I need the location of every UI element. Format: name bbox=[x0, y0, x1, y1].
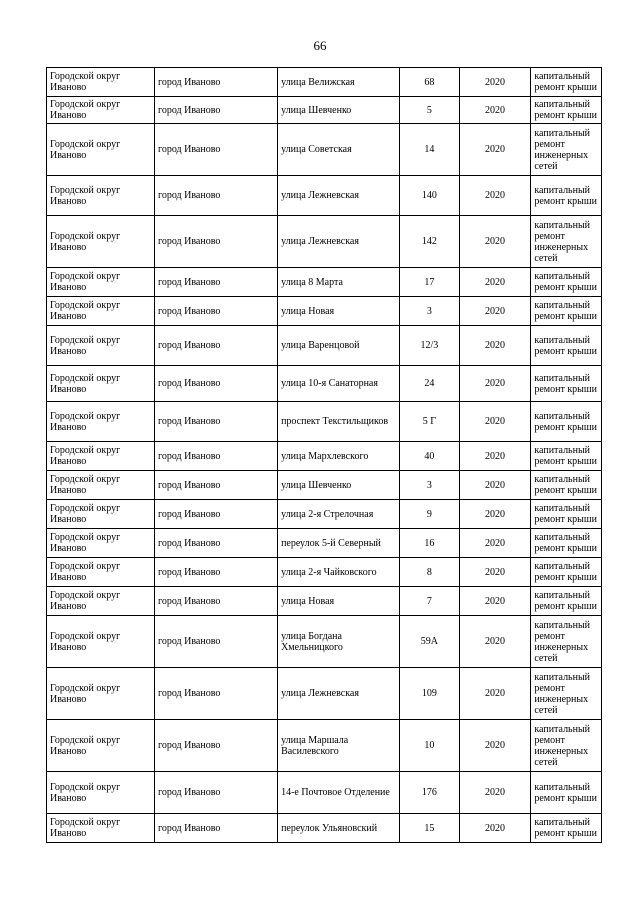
year-cell: 2020 bbox=[459, 442, 531, 471]
street-cell: улица 10-я Санаторная bbox=[278, 366, 400, 402]
table-row bbox=[47, 124, 602, 176]
work-type-cell: капитальный ремонт крыши bbox=[531, 529, 602, 558]
city-cell: город Иваново bbox=[154, 668, 277, 720]
year-cell: 2020 bbox=[459, 558, 531, 587]
work-type-cell: капитальный ремонт крыши bbox=[531, 558, 602, 587]
city-cell: город Иваново bbox=[154, 176, 277, 216]
work-type-cell: капитальный ремонт крыши bbox=[531, 326, 602, 366]
city-cell: город Иваново bbox=[154, 297, 277, 326]
work-type-cell: капитальный ремонт крыши bbox=[531, 97, 602, 124]
city-cell: город Иваново bbox=[154, 471, 277, 500]
year-cell: 2020 bbox=[459, 471, 531, 500]
house-number-cell: 10 bbox=[400, 720, 460, 772]
work-type-cell: капитальный ремонт крыши bbox=[531, 366, 602, 402]
street-cell: улица Лежневская bbox=[278, 216, 400, 268]
street-cell: улица Велижская bbox=[278, 68, 400, 97]
work-type-cell: капитальный ремонт крыши bbox=[531, 442, 602, 471]
repair-registry-table bbox=[46, 67, 602, 843]
okrug-cell: Городской округ Иваново bbox=[47, 500, 155, 529]
okrug-cell: Городской округ Иваново bbox=[47, 772, 155, 814]
city-cell: город Иваново bbox=[154, 720, 277, 772]
house-number-cell: 176 bbox=[400, 772, 460, 814]
city-cell: город Иваново bbox=[154, 366, 277, 402]
city-cell: город Иваново bbox=[154, 68, 277, 97]
work-type-cell: капитальный ремонт крыши bbox=[531, 402, 602, 442]
work-type-cell: капитальный ремонт крыши bbox=[531, 587, 602, 616]
city-cell: город Иваново bbox=[154, 216, 277, 268]
street-cell: улица Варенцовой bbox=[278, 326, 400, 366]
street-cell: улица Новая bbox=[278, 297, 400, 326]
okrug-cell: Городской округ Иваново bbox=[47, 558, 155, 587]
city-cell: город Иваново bbox=[154, 587, 277, 616]
okrug-cell: Городской округ Иваново bbox=[47, 668, 155, 720]
table-row bbox=[47, 471, 602, 500]
street-cell: улица 2-я Стрелочная bbox=[278, 500, 400, 529]
street-cell: улица Лежневская bbox=[278, 668, 400, 720]
table-row bbox=[47, 720, 602, 772]
work-type-cell: капитальный ремонт крыши bbox=[531, 772, 602, 814]
city-cell: город Иваново bbox=[154, 124, 277, 176]
table-row bbox=[47, 668, 602, 720]
table-row bbox=[47, 366, 602, 402]
table-row bbox=[47, 268, 602, 297]
okrug-cell: Городской округ Иваново bbox=[47, 442, 155, 471]
house-number-cell: 140 bbox=[400, 176, 460, 216]
city-cell: город Иваново bbox=[154, 326, 277, 366]
street-cell: улица Лежневская bbox=[278, 176, 400, 216]
table-row bbox=[47, 68, 602, 97]
work-type-cell: капитальный ремонт крыши bbox=[531, 268, 602, 297]
house-number-cell: 68 bbox=[400, 68, 460, 97]
table-row bbox=[47, 558, 602, 587]
street-cell: улица Мархлевского bbox=[278, 442, 400, 471]
table-row bbox=[47, 216, 602, 268]
city-cell: город Иваново bbox=[154, 772, 277, 814]
work-type-cell: капитальный ремонт крыши bbox=[531, 176, 602, 216]
work-type-cell: капитальный ремонт крыши bbox=[531, 814, 602, 843]
house-number-cell: 59А bbox=[400, 616, 460, 668]
city-cell: город Иваново bbox=[154, 268, 277, 297]
work-type-cell: капитальный ремонт инженерных сетей bbox=[531, 216, 602, 268]
street-cell: переулок Ульяновский bbox=[278, 814, 400, 843]
street-cell: улица 8 Марта bbox=[278, 268, 400, 297]
year-cell: 2020 bbox=[459, 97, 531, 124]
house-number-cell: 7 bbox=[400, 587, 460, 616]
year-cell: 2020 bbox=[459, 297, 531, 326]
house-number-cell: 5 Г bbox=[400, 402, 460, 442]
okrug-cell: Городской округ Иваново bbox=[47, 471, 155, 500]
okrug-cell: Городской округ Иваново bbox=[47, 720, 155, 772]
year-cell: 2020 bbox=[459, 720, 531, 772]
year-cell: 2020 bbox=[459, 268, 531, 297]
year-cell: 2020 bbox=[459, 668, 531, 720]
year-cell: 2020 bbox=[459, 68, 531, 97]
house-number-cell: 3 bbox=[400, 297, 460, 326]
work-type-cell: капитальный ремонт крыши bbox=[531, 297, 602, 326]
page-number: 66 bbox=[313, 38, 327, 53]
table-row bbox=[47, 97, 602, 124]
year-cell: 2020 bbox=[459, 529, 531, 558]
street-cell: улица Новая bbox=[278, 587, 400, 616]
house-number-cell: 109 bbox=[400, 668, 460, 720]
house-number-cell: 24 bbox=[400, 366, 460, 402]
okrug-cell: Городской округ Иваново bbox=[47, 616, 155, 668]
table-row bbox=[47, 442, 602, 471]
city-cell: город Иваново bbox=[154, 558, 277, 587]
okrug-cell: Городской округ Иваново bbox=[47, 587, 155, 616]
city-cell: город Иваново bbox=[154, 97, 277, 124]
street-cell: улица 2-я Чайковского bbox=[278, 558, 400, 587]
street-cell: улица Богдана Хмельницкого bbox=[278, 616, 400, 668]
house-number-cell: 9 bbox=[400, 500, 460, 529]
year-cell: 2020 bbox=[459, 814, 531, 843]
city-cell: город Иваново bbox=[154, 616, 277, 668]
okrug-cell: Городской округ Иваново bbox=[47, 529, 155, 558]
table-row bbox=[47, 402, 602, 442]
year-cell: 2020 bbox=[459, 772, 531, 814]
table-row bbox=[47, 772, 602, 814]
table-row bbox=[47, 616, 602, 668]
house-number-cell: 16 bbox=[400, 529, 460, 558]
city-cell: город Иваново bbox=[154, 529, 277, 558]
okrug-cell: Городской округ Иваново bbox=[47, 68, 155, 97]
street-cell: улица Маршала Василевского bbox=[278, 720, 400, 772]
year-cell: 2020 bbox=[459, 216, 531, 268]
year-cell: 2020 bbox=[459, 366, 531, 402]
table-row bbox=[47, 814, 602, 843]
okrug-cell: Городской округ Иваново bbox=[47, 297, 155, 326]
year-cell: 2020 bbox=[459, 587, 531, 616]
year-cell: 2020 bbox=[459, 124, 531, 176]
table-row bbox=[47, 587, 602, 616]
house-number-cell: 14 bbox=[400, 124, 460, 176]
year-cell: 2020 bbox=[459, 176, 531, 216]
year-cell: 2020 bbox=[459, 326, 531, 366]
year-cell: 2020 bbox=[459, 402, 531, 442]
city-cell: город Иваново bbox=[154, 814, 277, 843]
table-row bbox=[47, 529, 602, 558]
work-type-cell: капитальный ремонт инженерных сетей bbox=[531, 124, 602, 176]
house-number-cell: 3 bbox=[400, 471, 460, 500]
okrug-cell: Городской округ Иваново bbox=[47, 814, 155, 843]
street-cell: улица Шевченко bbox=[278, 471, 400, 500]
house-number-cell: 142 bbox=[400, 216, 460, 268]
street-cell: проспект Текстильщиков bbox=[278, 402, 400, 442]
house-number-cell: 40 bbox=[400, 442, 460, 471]
okrug-cell: Городской округ Иваново bbox=[47, 366, 155, 402]
street-cell: переулок 5-й Северный bbox=[278, 529, 400, 558]
okrug-cell: Городской округ Иваново bbox=[47, 402, 155, 442]
table-row bbox=[47, 326, 602, 366]
work-type-cell: капитальный ремонт инженерных сетей bbox=[531, 668, 602, 720]
table-row bbox=[47, 297, 602, 326]
house-number-cell: 12/3 bbox=[400, 326, 460, 366]
year-cell: 2020 bbox=[459, 500, 531, 529]
work-type-cell: капитальный ремонт инженерных сетей bbox=[531, 720, 602, 772]
city-cell: город Иваново bbox=[154, 442, 277, 471]
street-cell: улица Советская bbox=[278, 124, 400, 176]
okrug-cell: Городской округ Иваново bbox=[47, 326, 155, 366]
house-number-cell: 17 bbox=[400, 268, 460, 297]
work-type-cell: капитальный ремонт крыши bbox=[531, 500, 602, 529]
house-number-cell: 5 bbox=[400, 97, 460, 124]
house-number-cell: 15 bbox=[400, 814, 460, 843]
work-type-cell: капитальный ремонт крыши bbox=[531, 471, 602, 500]
okrug-cell: Городской округ Иваново bbox=[47, 216, 155, 268]
city-cell: город Иваново bbox=[154, 500, 277, 529]
okrug-cell: Городской округ Иваново bbox=[47, 97, 155, 124]
house-number-cell: 8 bbox=[400, 558, 460, 587]
year-cell: 2020 bbox=[459, 616, 531, 668]
work-type-cell: капитальный ремонт крыши bbox=[531, 68, 602, 97]
street-cell: улица Шевченко bbox=[278, 97, 400, 124]
street-cell: 14-е Почтовое Отделение bbox=[278, 772, 400, 814]
table-row bbox=[47, 176, 602, 216]
okrug-cell: Городской округ Иваново bbox=[47, 124, 155, 176]
table-row bbox=[47, 500, 602, 529]
work-type-cell: капитальный ремонт инженерных сетей bbox=[531, 616, 602, 668]
table-body bbox=[47, 68, 602, 843]
okrug-cell: Городской округ Иваново bbox=[47, 268, 155, 297]
city-cell: город Иваново bbox=[154, 402, 277, 442]
okrug-cell: Городской округ Иваново bbox=[47, 176, 155, 216]
